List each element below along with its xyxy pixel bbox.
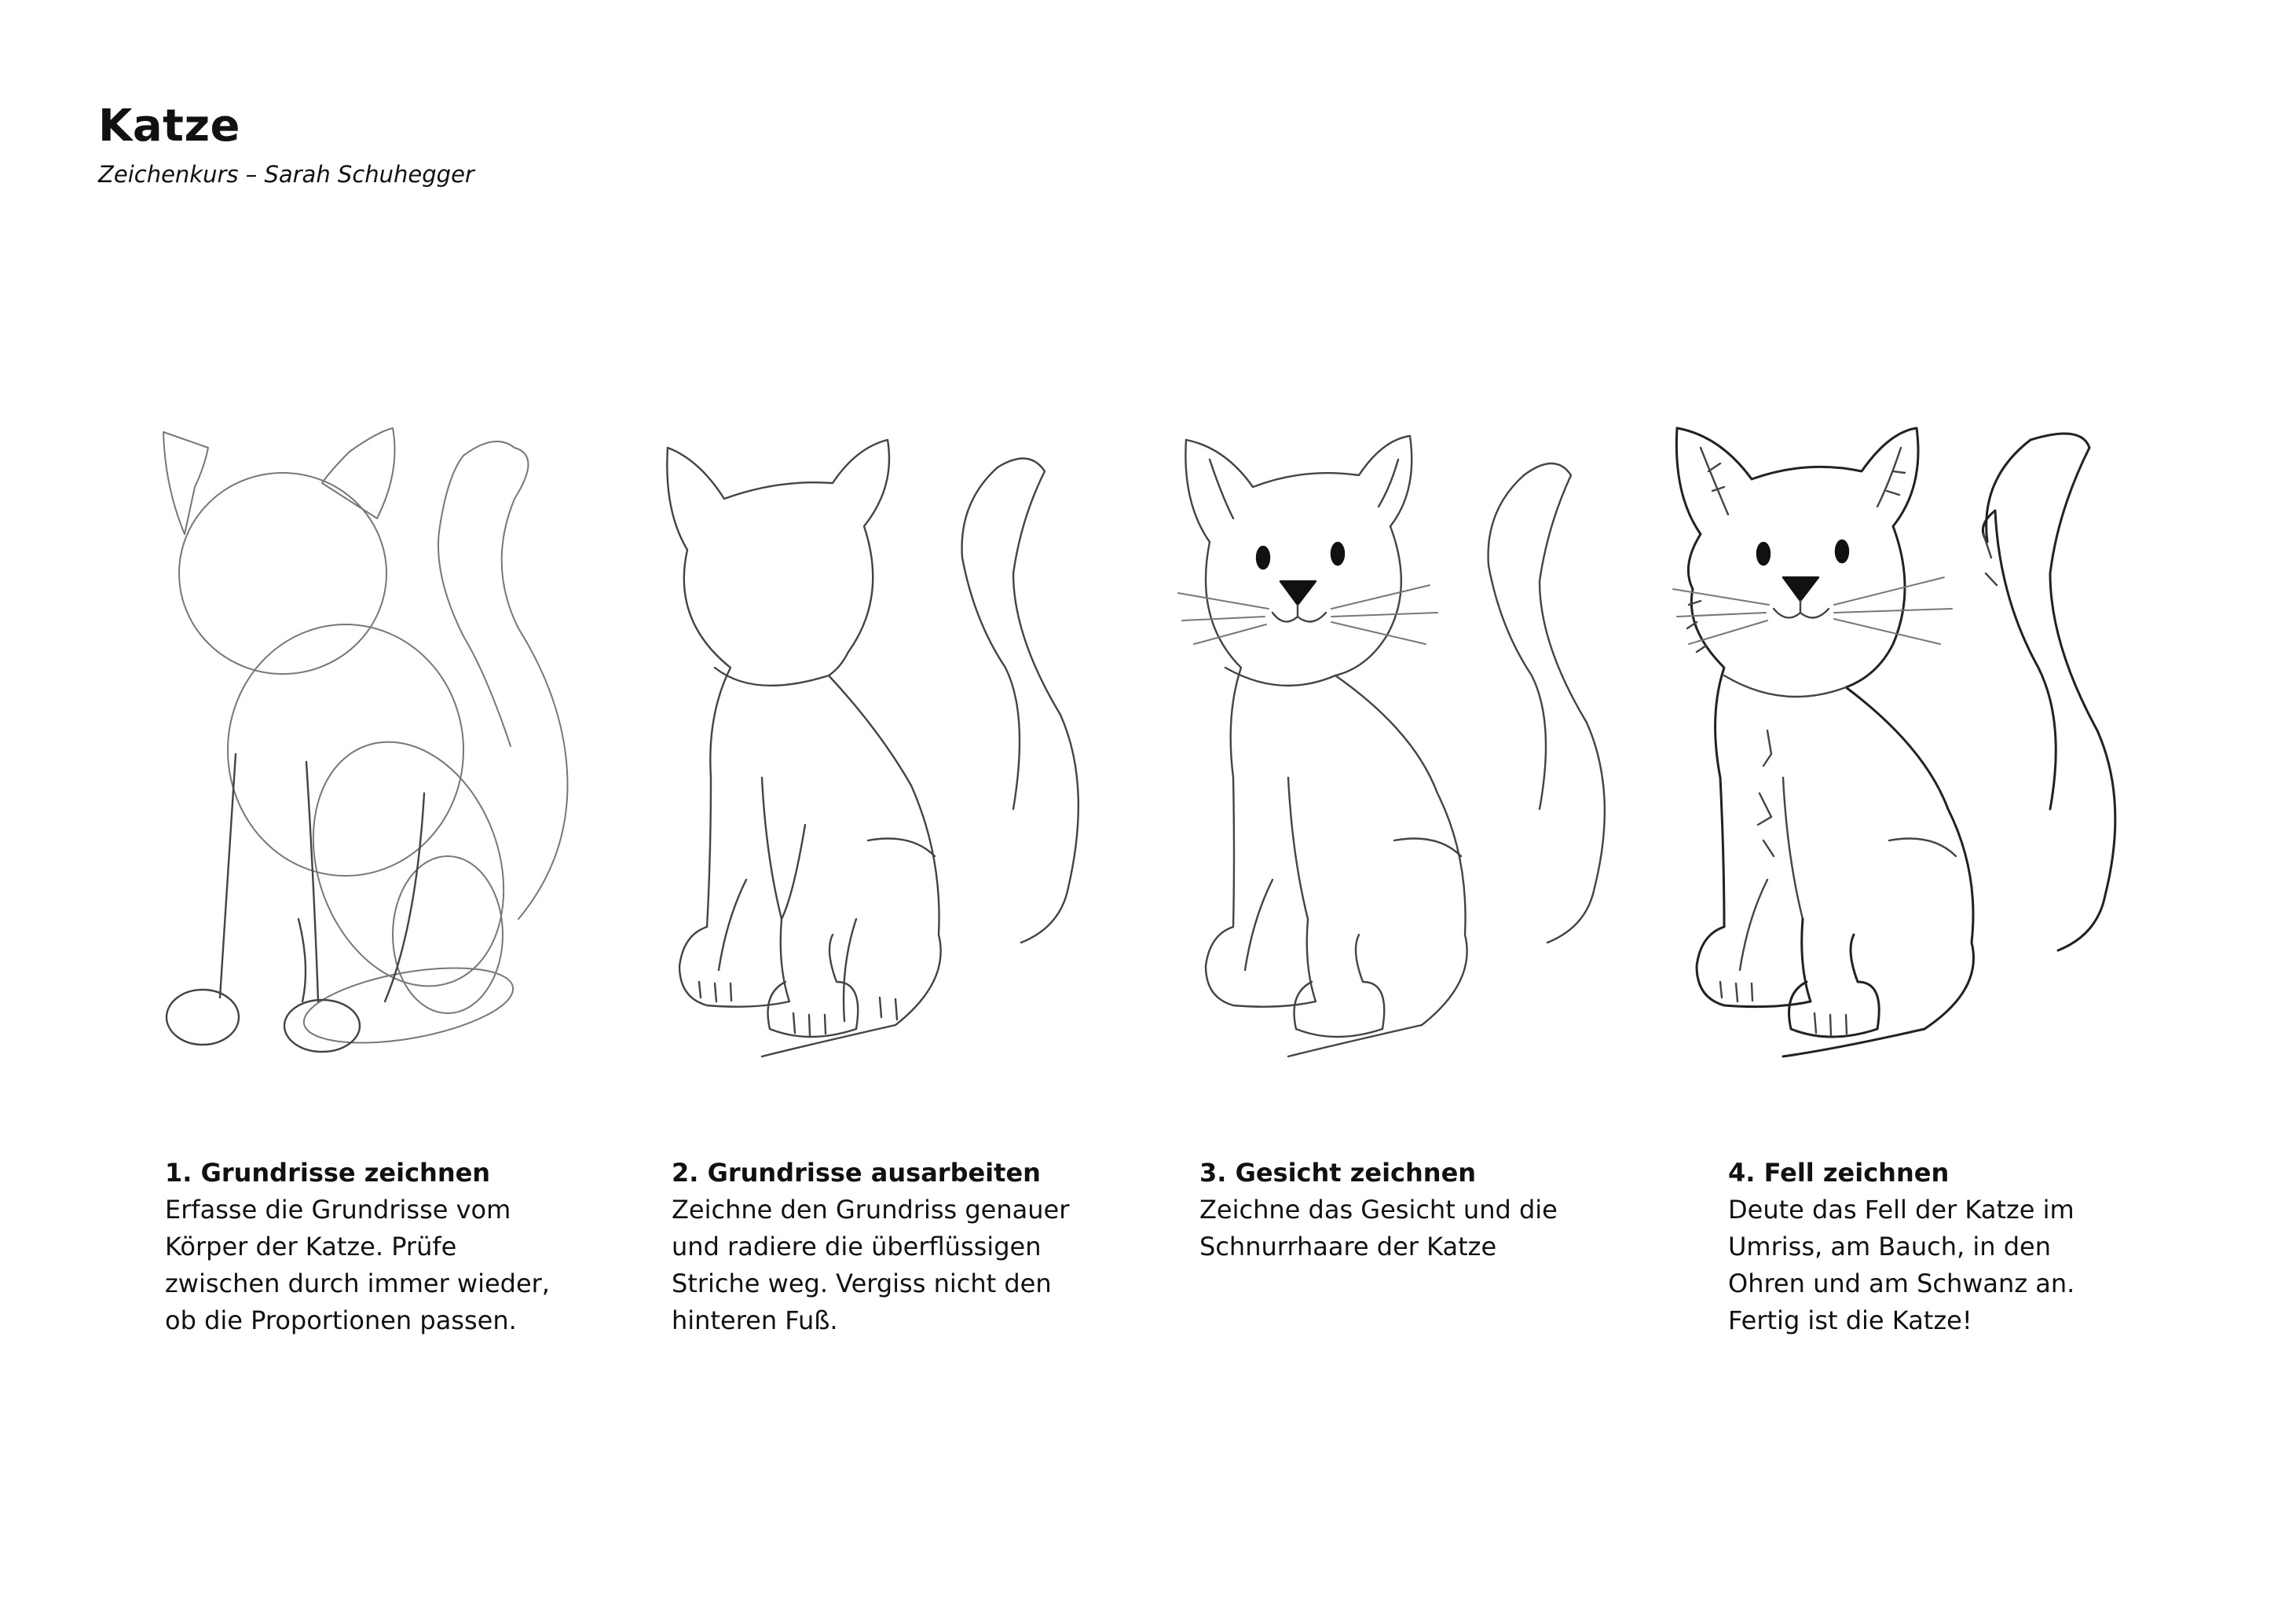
whiskers-right	[1331, 585, 1437, 644]
leg-line	[782, 825, 805, 919]
leg-line	[762, 778, 782, 919]
chin-line	[1724, 676, 1846, 697]
step-2	[672, 1155, 1111, 1339]
body-outline	[1186, 436, 1467, 1056]
step-text: Zeichne das Gesicht und die Schnurrhaare der Katze	[1199, 1195, 1558, 1261]
tail-outline	[1983, 440, 2056, 809]
whiskers-right	[1834, 577, 1952, 644]
front-paw-left	[167, 990, 239, 1045]
step-4	[1728, 1155, 2168, 1339]
body-outline	[668, 440, 941, 1056]
body-outline	[1677, 428, 1974, 1056]
eye-right	[1836, 540, 1848, 562]
eye-right	[1331, 543, 1344, 565]
front-paw-right	[284, 1000, 360, 1052]
whiskers-left	[1673, 589, 1769, 644]
eye-left	[1257, 547, 1269, 569]
tail-outline	[438, 456, 511, 746]
step-3	[1199, 1155, 1639, 1265]
thigh-oval	[393, 856, 503, 1013]
step-title: 4. Fell zeichnen	[1728, 1158, 1950, 1188]
leg-line	[220, 754, 236, 998]
tail-outline	[463, 441, 514, 456]
tail-fur	[1983, 534, 1997, 585]
nose	[1280, 581, 1316, 605]
body-outline	[667, 448, 731, 927]
leg-line	[1783, 778, 1803, 919]
ear-fur-left	[1701, 448, 1728, 514]
toe-lines	[699, 982, 731, 1001]
body-outline	[1185, 440, 1241, 927]
step-text: Deute das Fell der Katze im Umriss, am Bauch, in den Ohren und am Schwanz an. Fertig ist die Katze!	[1728, 1195, 2075, 1335]
mouth	[1774, 601, 1829, 617]
nose	[1783, 577, 1818, 601]
ear-left-shape	[163, 432, 208, 534]
hind-foot-oval	[298, 954, 518, 1056]
toe-lines	[1720, 982, 1847, 1035]
leg-line	[306, 762, 318, 1001]
hind-line	[844, 919, 856, 1021]
step-1	[165, 1155, 605, 1339]
page-subtitle: Zeichenkurs – Sarah Schuhegger	[98, 161, 474, 188]
hind-foot-line	[1245, 880, 1273, 970]
body-outline	[1676, 428, 1724, 927]
whiskers-left	[1178, 593, 1269, 644]
chin-line	[1225, 668, 1335, 686]
leg-line	[1288, 778, 1308, 919]
leg-line	[298, 919, 306, 1001]
tail-outline	[998, 459, 1078, 943]
cat-drawing-step-3	[1178, 416, 1697, 1100]
cat-drawing-step-2	[652, 416, 1170, 1100]
hind-foot-line	[1740, 880, 1767, 970]
ear-inner-left	[1210, 460, 1233, 518]
toe-lines	[793, 1013, 826, 1035]
ear-inner-right	[1379, 460, 1398, 507]
hind-line	[868, 839, 935, 857]
tail-outline	[1489, 475, 1546, 809]
step-title: 2. Grundrisse ausarbeiten	[672, 1158, 1041, 1188]
tail-outline	[2031, 434, 2115, 950]
step-text: Zeichne den Grundriss genauer und radiere die überflüssigen Striche weg. Vergiss nicht den hinteren Fuß.	[672, 1195, 1070, 1335]
cat-drawing-step-4	[1673, 416, 2192, 1100]
belly-fur	[1758, 730, 1774, 856]
mouth	[1273, 605, 1326, 621]
eye-left	[1757, 543, 1770, 565]
chin-line	[715, 668, 829, 686]
tail-outline	[502, 448, 568, 919]
tail-outline	[962, 467, 1020, 809]
step-title: 1. Grundrisse zeichnen	[165, 1158, 491, 1188]
hind-line	[1394, 839, 1461, 857]
toe-lines	[880, 998, 897, 1020]
body-circle	[228, 624, 463, 876]
ear-fur-right	[1877, 448, 1905, 507]
cat-drawing-step-1	[149, 416, 668, 1100]
step-title: 3. Gesicht zeichnen	[1199, 1158, 1477, 1188]
page-title: Katze	[98, 101, 241, 152]
tail-outline	[1524, 463, 1605, 943]
hind-line	[1889, 839, 1956, 857]
step-text: Erfasse die Grundrisse vom Körper der Katze. Prüfe zwischen durch immer wieder, ob die Proportionen passen.	[165, 1195, 550, 1335]
hind-foot-line	[719, 880, 746, 970]
